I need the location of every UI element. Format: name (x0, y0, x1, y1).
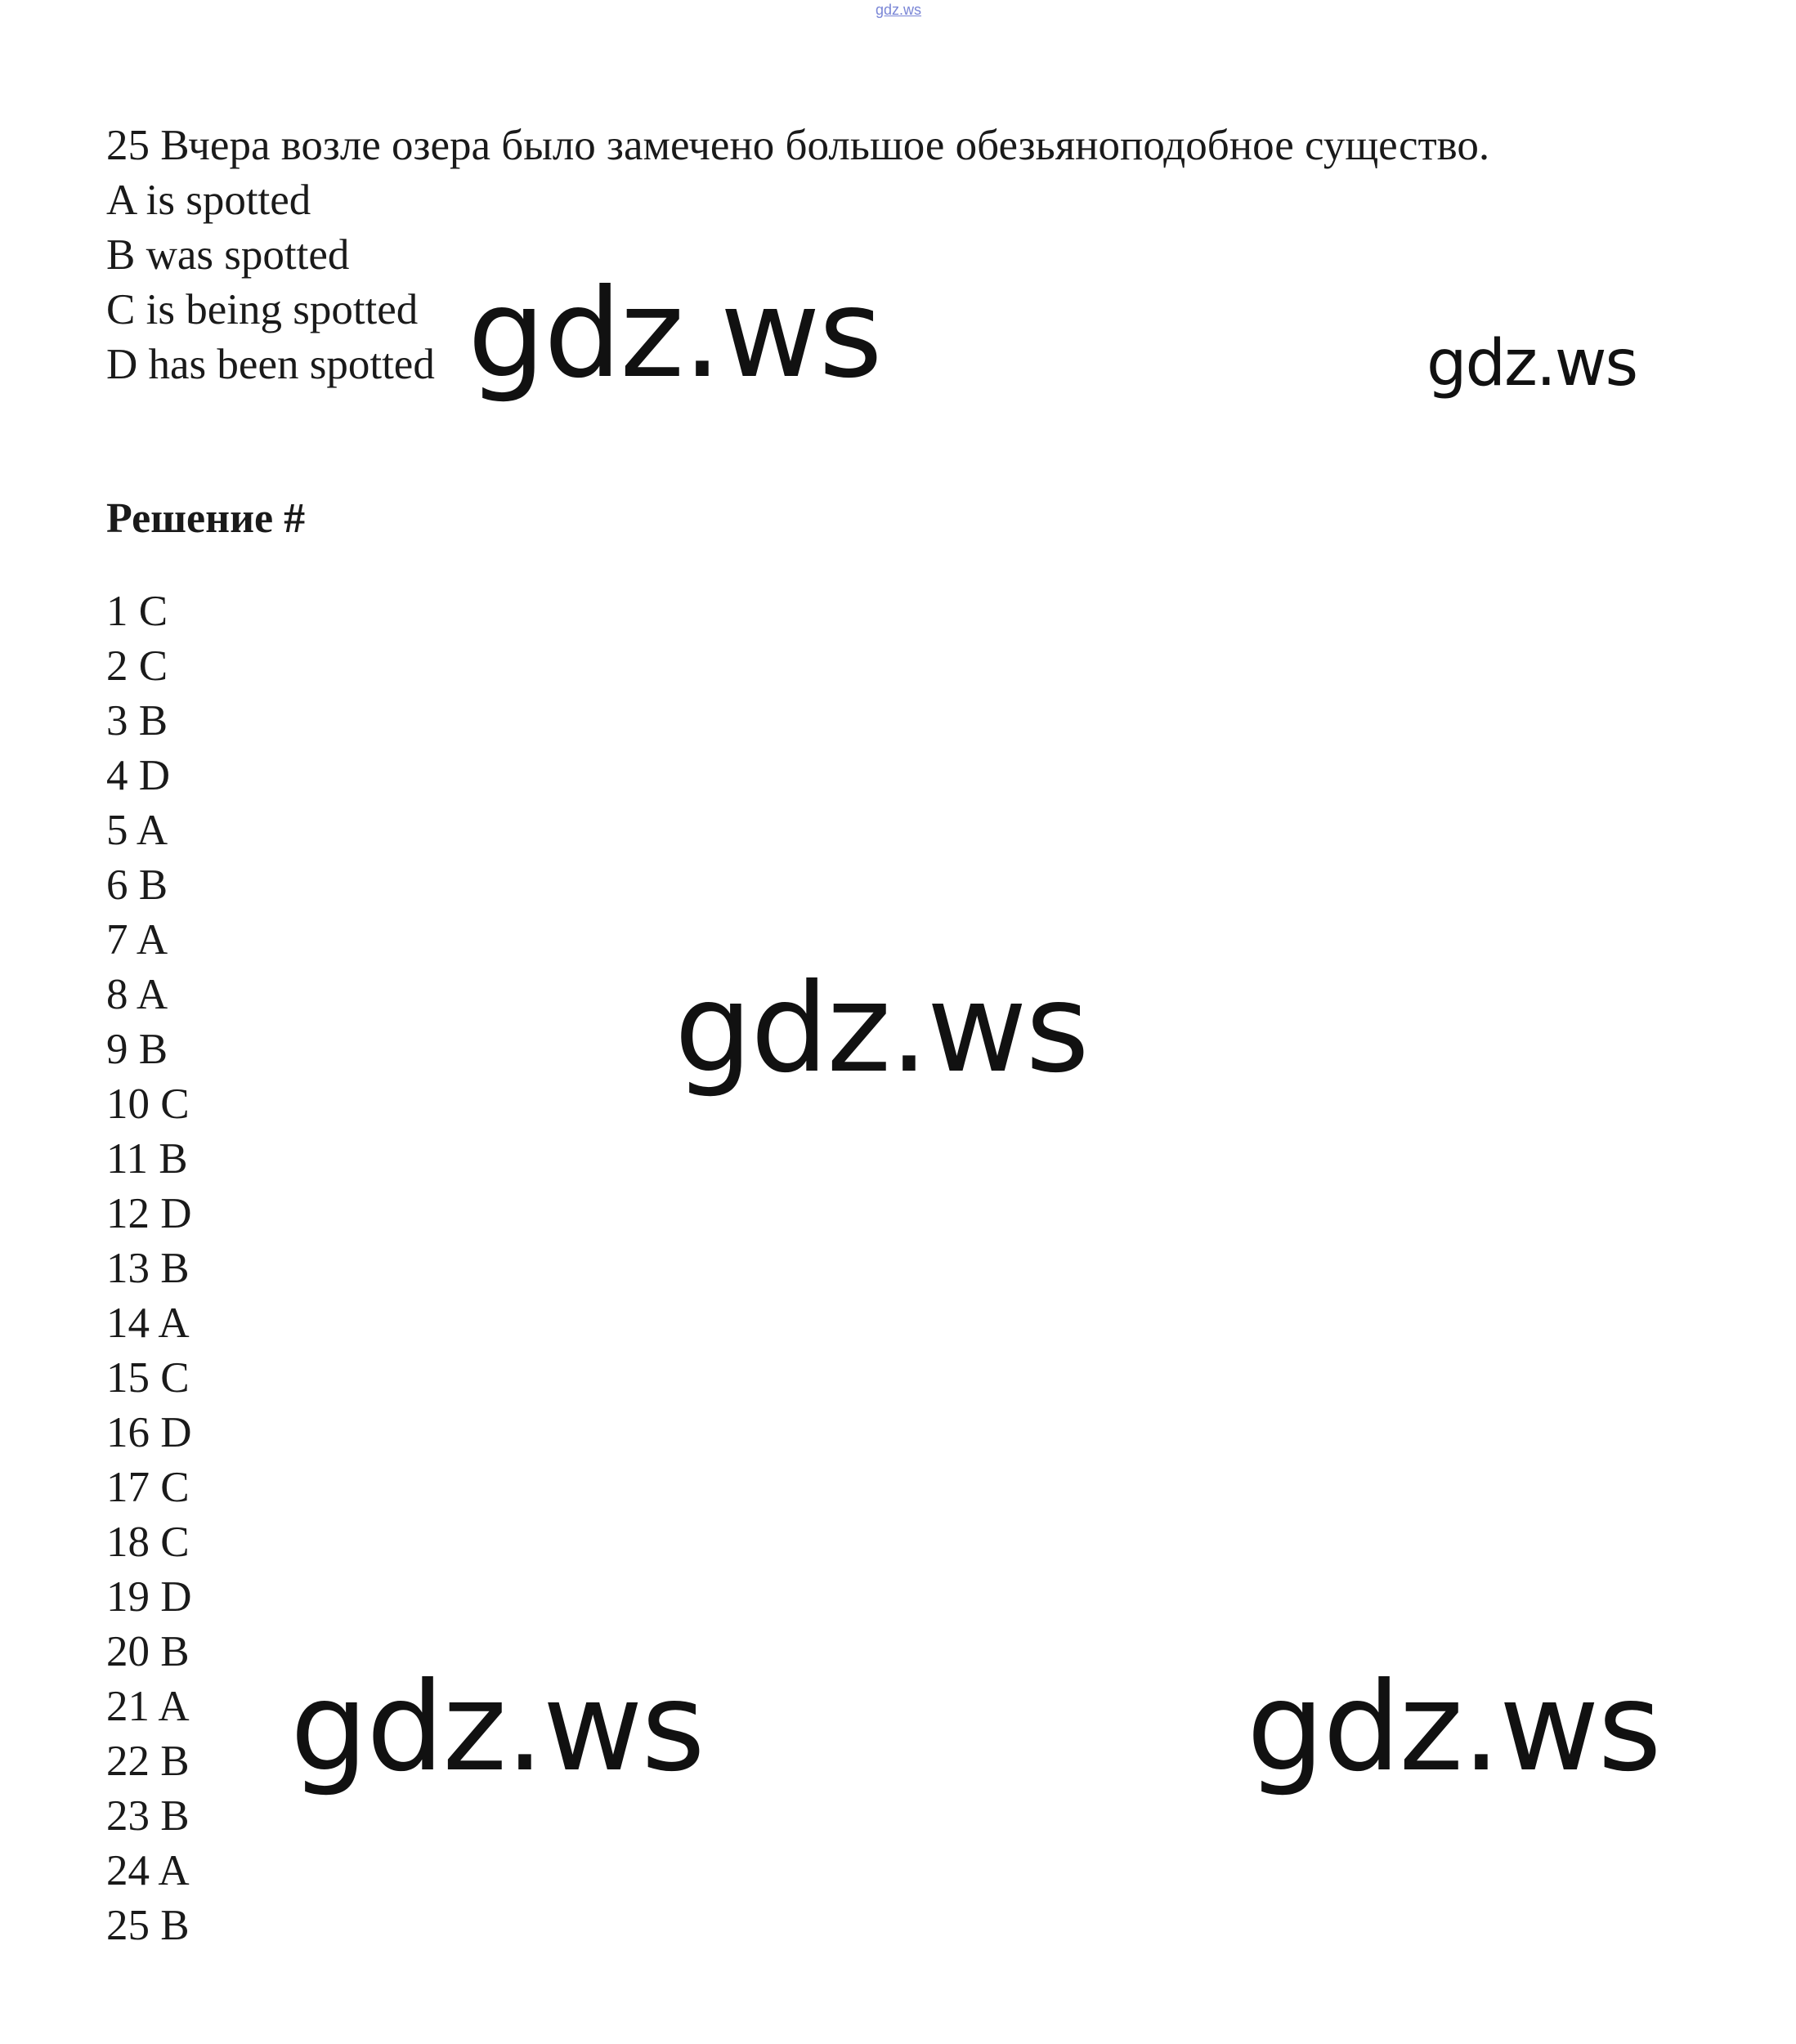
answer-item: 5 A (106, 807, 168, 854)
answer-item: 8 A (106, 971, 168, 1018)
question-text: 25 Вчера возле озера было замечено большое обезьяноподобное существо. (106, 122, 1490, 169)
answer-item: 22 B (106, 1738, 190, 1785)
answer-item: 3 B (106, 697, 168, 745)
option-a: A is spotted (106, 177, 311, 224)
answer-item: 18 C (106, 1518, 190, 1566)
answer-item: 14 A (106, 1299, 190, 1347)
watermark: gdz.ws (290, 1657, 704, 1799)
option-b: B was spotted (106, 231, 350, 279)
answer-item: 1 C (106, 588, 168, 635)
answer-item: 12 D (106, 1190, 192, 1237)
answer-item: 19 D (106, 1573, 192, 1621)
answer-item: 13 B (106, 1245, 190, 1292)
answer-item: 23 B (106, 1792, 190, 1840)
site-link[interactable]: gdz.ws (876, 2, 922, 18)
answer-item: 6 B (106, 861, 168, 909)
answer-item: 21 A (106, 1683, 190, 1730)
solution-heading: Решение # (106, 495, 306, 542)
answer-item: 10 C (106, 1080, 190, 1128)
answer-list (106, 584, 192, 1953)
answer-item: 2 C (106, 642, 168, 690)
option-d: D has been spotted (106, 341, 435, 388)
answer-item: 25 B (106, 1902, 190, 1949)
option-c: C is being spotted (106, 286, 419, 333)
answer-item: 9 B (106, 1026, 168, 1073)
answer-item: 17 C (106, 1464, 190, 1511)
answer-item: 15 C (106, 1354, 190, 1402)
watermark: gdz.ws (674, 958, 1088, 1100)
answer-item: 4 D (106, 752, 171, 799)
watermark: gdz.ws (468, 263, 881, 405)
answer-item: 24 A (106, 1847, 190, 1894)
answer-item: 20 B (106, 1628, 190, 1675)
watermark: gdz.ws (1247, 1657, 1660, 1799)
watermark: gdz.ws (1426, 327, 1637, 400)
answer-item: 16 D (106, 1409, 192, 1456)
answer-item: 7 A (106, 916, 168, 964)
answer-item: 11 B (106, 1135, 188, 1183)
